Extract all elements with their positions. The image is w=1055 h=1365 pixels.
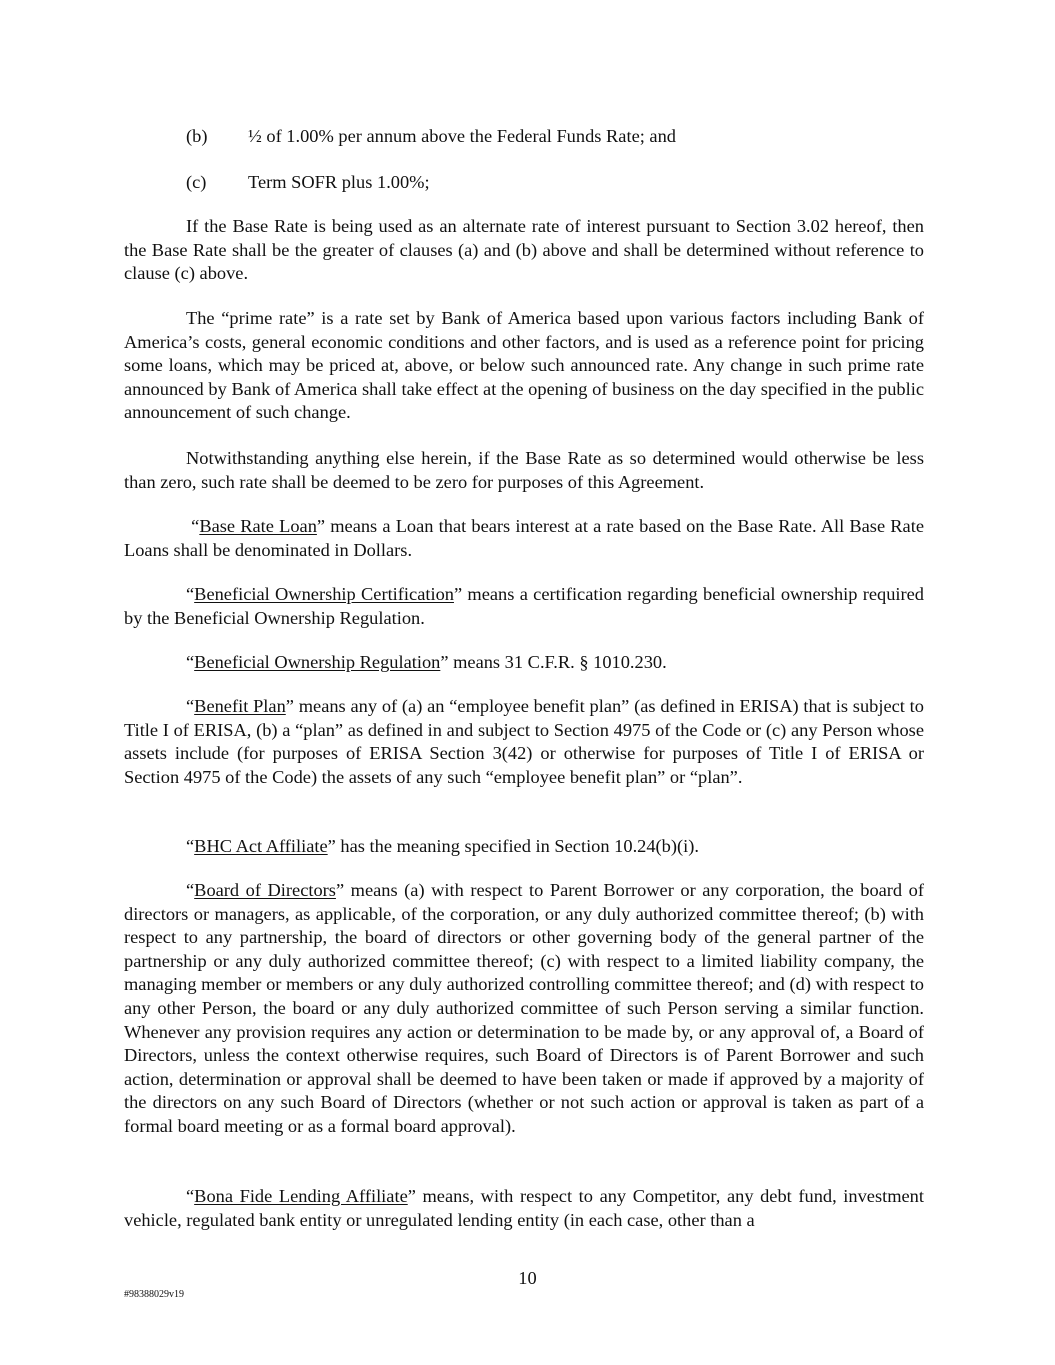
definition-beneficial-ownership-regulation: [124, 651, 924, 675]
defined-term: Beneficial Ownership Certification: [194, 584, 454, 604]
clause-label: (c): [186, 172, 207, 192]
prime-rate-paragraph: The “prime rate” is a rate set by Bank of America based upon various factors including Bank of America’s costs, general economic conditions and other factors, and is used as a reference point for pricing some loans, which may be priced at, above, or below such announced rate. Any change in such prime rate announced by Bank of America shall take effect at the opening of business on the day specified in the public announcement of such change.: [124, 308, 924, 423]
definition-base-rate-loan: [124, 515, 924, 562]
defined-term: Beneficial Ownership Regulation: [194, 652, 441, 672]
notwithstanding-paragraph: Notwithstanding anything else herein, if the Base Rate as so determined would otherwise be less than zero, such rate shall be deemed to be zero for purposes of this Agreement.: [124, 448, 924, 492]
defined-term: Bona Fide Lending Affiliate: [194, 1186, 408, 1206]
base-rate-alternate-paragraph: If the Base Rate is being used as an alternate rate of interest pursuant to Section 3.02 hereof, then the Base Rate shall be the greater of clauses (a) and (b) above and shall be determined without reference to clause (c) above.: [124, 216, 924, 284]
definition-open-quote: “: [186, 1186, 195, 1206]
clause-c: [186, 171, 430, 195]
definition-open-quote: “: [186, 652, 195, 672]
definition-bhc-act-affiliate: [124, 835, 924, 859]
definition-text: ” means any of (a) an “employee benefit plan” (as defined in ERISA) that is subject to Title I of ERISA, (b) a “plan” as defined in and subject to Section 4975 of the Code or (c) any Person whose assets include (for purposes of ERISA Section 3(42) or otherwise for purposes of Title I of ERISA or Section 4975 of the Code) the assets of any such “employee benefit plan” or “plan”.: [124, 696, 924, 787]
definition-open-quote: “: [186, 516, 200, 536]
definition-text: ” means, with respect to any Competitor, any debt fund, investment vehicle, regulated bank entity or unregulated lending entity (in each case, other than a: [124, 1186, 924, 1230]
definition-text: ” means 31 C.F.R. § 1010.230.: [440, 652, 667, 672]
definition-open-quote: “: [186, 584, 195, 604]
clause-b: [186, 125, 676, 149]
definition-bona-fide-lending-affiliate: [124, 1185, 924, 1232]
defined-term: Board of Directors: [194, 880, 336, 900]
definition-text: ” means a Loan that bears interest at a rate based on the Base Rate. All Base Rate Loans shall be denominated in Dollars.: [124, 516, 924, 560]
page-number: 10: [518, 1268, 537, 1288]
definition-benefit-plan: [124, 695, 924, 789]
definition-open-quote: “: [186, 836, 195, 856]
definition-text: ” means a certification regarding beneficial ownership required by the Beneficial Ownership Regulation.: [124, 584, 925, 628]
definition-open-quote: “: [186, 880, 195, 900]
definition-beneficial-ownership-certification: [124, 583, 924, 630]
clause-label: (b): [186, 126, 208, 146]
definition-text: ” has the meaning specified in Section 10.24(b)(i).: [327, 836, 699, 856]
clause-text: Term SOFR plus 1.00%;: [248, 172, 430, 192]
definition-text: ” means (a) with respect to Parent Borrower or any corporation, the board of directors or managers, as applicable, of the corporation, or any duly authorized committee thereof; (b) with respect to any partnership, the board of directors or other governing body of the general partner of the partnership or any duly authorized committee thereof; (c) with respect to a limited liability company, the managing member or members or any duly authorized controlling committee thereof; and (d) with respect to any other Person, the board or any duly authorized committee of such Person serving a similar function. Whenever any provision requires any action or determination to be made by, or any approval of, a Board of Directors, unless the context otherwise requires, such Board of Directors is of Parent Borrower and such action, determination or approval shall be deemed to have been taken or made if approved by a majority of the directors on any such Board of Directors (whether or not such action or approval is taken as part of a formal board meeting or as a formal board approval).: [124, 880, 924, 1136]
document-id: #98388029v19: [124, 1289, 184, 1300]
definition-board-of-directors: [124, 879, 924, 1139]
definition-open-quote: “: [186, 696, 195, 716]
defined-term: BHC Act Affiliate: [194, 836, 328, 856]
defined-term: Base Rate Loan: [199, 516, 317, 536]
defined-term: Benefit Plan: [194, 696, 286, 716]
clause-text: ½ of 1.00% per annum above the Federal Funds Rate; and: [248, 126, 676, 146]
